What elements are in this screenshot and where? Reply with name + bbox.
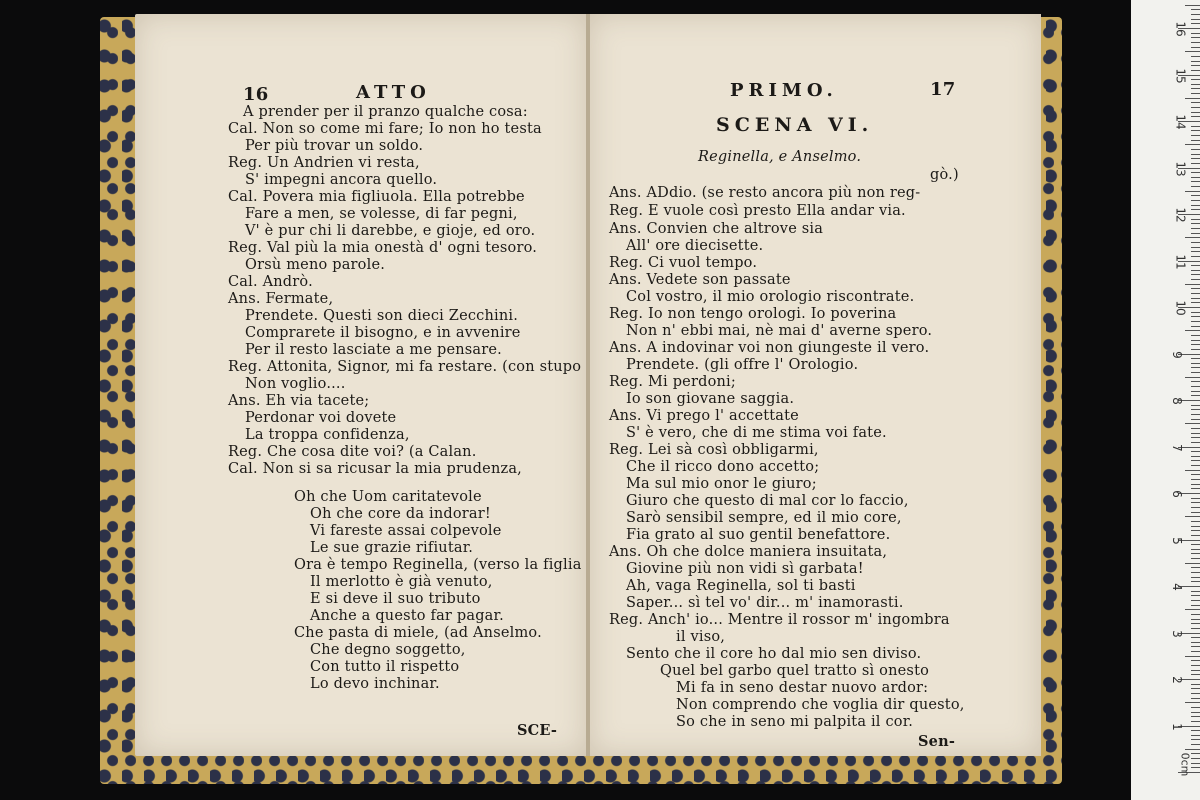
text-line: S' è vero, che di me stima voi fate.: [626, 425, 887, 441]
ruler-tick: [1191, 23, 1200, 24]
ruler-number: 16: [1173, 21, 1188, 37]
ruler-number: 6: [1169, 490, 1184, 498]
ruler-tick: [1191, 228, 1200, 229]
ruler-number: 4: [1169, 583, 1184, 591]
ruler-tick: [1185, 563, 1200, 564]
text-line: Non voglio....: [245, 376, 346, 392]
ruler-tick: [1191, 660, 1200, 661]
ruler-tick: [1191, 567, 1200, 568]
text-line: So che in seno mi palpita il cor.: [676, 714, 914, 730]
ruler-tick: [1191, 763, 1200, 764]
ruler-tick: [1191, 405, 1200, 406]
ruler-tick: [1191, 753, 1200, 754]
text-line: Reg. Val più la mia onestà d' ogni tesoro.: [228, 240, 538, 256]
ruler-tick: [1191, 274, 1200, 275]
ruler-tick: [1191, 484, 1200, 485]
ruler-tick: [1191, 619, 1200, 620]
ruler-tick: [1185, 749, 1200, 750]
text-line: Comprarete il bisogno, e in avvenire: [245, 325, 521, 341]
ruler-tick: [1191, 102, 1200, 103]
aria-line: Che pasta di miele, (ad Anselmo.: [294, 625, 542, 641]
ruler-tick: [1191, 358, 1200, 359]
measuring-ruler: [1131, 0, 1200, 800]
text-line: Fia grato al suo gentil benefattore.: [626, 527, 891, 543]
ruler-tick: [1191, 498, 1200, 499]
ruler-tick: [1191, 665, 1200, 666]
ruler-tick: [1191, 163, 1200, 164]
ruler-tick: [1191, 572, 1200, 573]
ruler-tick: [1191, 479, 1200, 480]
text-line: Non n' ebbi mai, nè mai d' averne spero.: [626, 323, 933, 339]
ruler-tick: [1191, 693, 1200, 694]
ruler-tick: [1191, 684, 1200, 685]
left-catchword: SCE-: [517, 722, 558, 739]
ruler-tick: [1185, 51, 1200, 52]
ruler-tick: [1191, 623, 1200, 624]
text-line: Fare a men, se volesse, di far pegni,: [245, 206, 518, 222]
ruler-number: 12: [1173, 207, 1188, 223]
ruler-tick: [1191, 521, 1200, 522]
text-line: Ans. Oh che dolce maniera insuitata,: [609, 544, 888, 560]
ruler-tick: [1191, 707, 1200, 708]
ruler-tick: [1191, 460, 1200, 461]
ruler-tick: [1191, 442, 1200, 443]
ruler-tick: [1191, 688, 1200, 689]
ruler-tick: [1191, 37, 1200, 38]
ruler-tick: [1185, 5, 1200, 6]
ruler-tick: [1191, 172, 1200, 173]
ruler-tick: [1191, 79, 1200, 80]
text-line: V' è pur chi li darebbe, e gioje, ed oro.: [245, 223, 536, 239]
ruler-tick: [1191, 293, 1200, 294]
text-line: Sento che il core ho dal mio sen diviso.: [626, 646, 922, 662]
ruler-tick: [1191, 614, 1200, 615]
ruler-tick: [1191, 730, 1200, 731]
ruler-tick: [1191, 93, 1200, 94]
ruler-tick: [1191, 135, 1200, 136]
ruler-tick: [1191, 47, 1200, 48]
ruler-tick: [1191, 456, 1200, 457]
ruler-tick: [1191, 502, 1200, 503]
text-line: gò.): [930, 167, 959, 183]
text-line: Perdonar voi dovete: [245, 410, 397, 426]
text-line: Ma sul mio onor le giuro;: [626, 476, 817, 492]
aria-line: Che degno soggetto,: [310, 642, 466, 658]
ruler-tick: [1185, 516, 1200, 517]
ruler-tick: [1191, 61, 1200, 62]
aria-line: Lo devo inchinar.: [310, 676, 440, 692]
ruler-tick: [1191, 526, 1200, 527]
ruler-number: 1: [1169, 722, 1184, 731]
ruler-number: 3: [1169, 629, 1184, 638]
ruler-tick: [1191, 674, 1200, 675]
ruler-tick: [1191, 335, 1200, 336]
ruler-tick: [1191, 646, 1200, 647]
ruler-tick: [1191, 84, 1200, 85]
ruler-tick: [1191, 247, 1200, 248]
ruler-tick: [1185, 702, 1200, 703]
ruler-tick: [1191, 437, 1200, 438]
ruler-tick: [1191, 628, 1200, 629]
ruler-tick: [1191, 270, 1200, 271]
ruler-tick: [1191, 209, 1200, 210]
ruler-number: 15: [1173, 67, 1188, 84]
ruler-tick: [1191, 577, 1200, 578]
right-header: PRIMO.: [730, 80, 838, 101]
ruler-tick: [1191, 126, 1200, 127]
text-line: Ans. Fermate,: [228, 291, 334, 307]
aria-line: Ora è tempo Reginella, (verso la figlia: [294, 557, 582, 573]
ruler-tick: [1191, 177, 1200, 178]
ruler-tick: [1191, 251, 1200, 252]
text-line: Per più trovar un soldo.: [245, 138, 424, 154]
ruler-tick: [1191, 465, 1200, 466]
right-catchword: Sen-: [918, 733, 956, 750]
ruler-tick: [1191, 428, 1200, 429]
ruler-tick: [1191, 158, 1200, 159]
ruler-tick: [1191, 256, 1200, 257]
text-line: Prendete. (gli offre l' Orologio.: [626, 357, 859, 373]
ruler-tick: [1191, 758, 1200, 759]
ruler-tick: [1191, 507, 1200, 508]
text-line: Io son giovane saggia.: [626, 391, 795, 407]
ruler-tick: [1185, 377, 1200, 378]
text-line: Giovine più non vidi sì garbata!: [626, 561, 864, 577]
ruler-tick: [1191, 140, 1200, 141]
ruler-tick: [1191, 512, 1200, 513]
text-line: La troppa confidenza,: [245, 427, 410, 443]
text-line: Reg. E vuole così presto Ella andar via.: [609, 203, 906, 219]
ruler-tick: [1191, 298, 1200, 299]
aria-line: Anche a questo far pagar.: [310, 608, 504, 624]
ruler-tick: [1191, 372, 1200, 373]
ruler-tick: [1191, 154, 1200, 155]
ruler-tick: [1191, 553, 1200, 554]
ruler-number: 14: [1173, 114, 1188, 130]
aria-line: Vi fareste assai colpevole: [310, 523, 502, 539]
ruler-tick: [1185, 609, 1200, 610]
ruler-tick: [1191, 363, 1200, 364]
ruler-tick: [1191, 549, 1200, 550]
ruler-tick: [1191, 242, 1200, 243]
ruler-tick: [1191, 9, 1200, 10]
ruler-tick: [1191, 367, 1200, 368]
ruler-tick: [1191, 395, 1200, 396]
aria-line: E si deve il suo tributo: [310, 591, 481, 607]
text-line: Saper... sì tel vo' dir... m' inamorasti.: [626, 595, 904, 611]
ruler-tick: [1191, 451, 1200, 452]
ruler-tick: [1191, 642, 1200, 643]
ruler-tick: [1185, 284, 1200, 285]
ruler-number: 10: [1173, 300, 1188, 316]
ruler-tick: [1191, 181, 1200, 182]
ruler-tick: [1191, 409, 1200, 410]
text-line: Non comprendo che voglia dir questo,: [676, 697, 965, 713]
ruler-tick: [1191, 33, 1200, 34]
text-line: Reg. Anch' io... Mentre il rossor m' ingombra: [609, 612, 950, 628]
ruler-tick: [1185, 237, 1200, 238]
ruler-tick: [1191, 56, 1200, 57]
ruler-tick: [1191, 130, 1200, 131]
ruler-number: 8: [1169, 397, 1184, 405]
text-line: Reg. Lei sà così obbligarmi,: [609, 442, 819, 458]
right-page-number: 17: [930, 79, 956, 100]
text-line: Reg. Attonita, Signor, mi fa restare. (con stupo: [228, 359, 582, 375]
ruler-unit-label: 0cm: [1178, 752, 1192, 777]
ruler-tick: [1191, 326, 1200, 327]
ruler-tick: [1191, 265, 1200, 266]
ruler-tick: [1191, 591, 1200, 592]
text-line: All' ore diecisette.: [626, 238, 764, 254]
ruler-number: 9: [1169, 350, 1184, 359]
ruler-tick: [1185, 144, 1200, 145]
ruler-tick: [1191, 107, 1200, 108]
text-line: Ah, vaga Reginella, sol ti basti: [626, 578, 856, 594]
text-line: Che il ricco dono accetto;: [626, 459, 820, 475]
ruler-tick: [1191, 419, 1200, 420]
ruler-tick: [1191, 19, 1200, 20]
text-line: Quel bel garbo quel tratto sì onesto: [660, 663, 930, 679]
ruler-tick: [1185, 656, 1200, 657]
ruler-tick: [1191, 340, 1200, 341]
text-line: Orsù meno parole.: [245, 257, 386, 273]
left-header: ATTO: [356, 82, 431, 103]
ruler-tick: [1191, 600, 1200, 601]
ruler-tick: [1191, 670, 1200, 671]
ruler-tick: [1191, 637, 1200, 638]
ruler-tick: [1191, 744, 1200, 745]
ruler-tick: [1191, 288, 1200, 289]
ruler-tick: [1191, 200, 1200, 201]
ruler-tick: [1191, 279, 1200, 280]
aria-line: Oh che Uom caritatevole: [294, 489, 482, 505]
text-line: A prender per il pranzo qualche cosa:: [243, 104, 528, 120]
text-line: Col vostro, il mio orologio riscontrate.: [626, 289, 915, 305]
ruler-number: 13: [1173, 160, 1188, 177]
left-page-number: 16: [243, 84, 269, 105]
book-gutter: [586, 14, 590, 756]
ruler-tick: [1191, 414, 1200, 415]
ruler-tick: [1191, 651, 1200, 652]
ruler-tick: [1191, 535, 1200, 536]
ruler-tick: [1191, 433, 1200, 434]
ruler-tick: [1191, 530, 1200, 531]
text-line: Cal. Andrò.: [228, 274, 313, 290]
ruler-tick: [1191, 386, 1200, 387]
ruler-tick: [1185, 191, 1200, 192]
text-line: S' impegni ancora quello.: [245, 172, 438, 188]
ruler-tick: [1191, 312, 1200, 313]
aria-line: Le sue grazie rifiutar.: [310, 540, 474, 556]
text-line: Giuro che questo di mal cor lo faccio,: [626, 493, 909, 509]
ruler-tick: [1191, 381, 1200, 382]
text-line: Ans. Convien che altrove sia: [609, 221, 824, 237]
ruler-tick: [1191, 344, 1200, 345]
text-line: Prendete. Questi son dieci Zecchini.: [245, 308, 519, 324]
ruler-tick: [1191, 605, 1200, 606]
ruler-tick: [1185, 470, 1200, 471]
text-line: Cal. Non so come mi fare; Io non ho testa: [228, 121, 542, 137]
ruler-number: 5: [1169, 536, 1184, 545]
scene-characters: Reginella, e Anselmo.: [698, 149, 862, 165]
ruler-tick: [1191, 321, 1200, 322]
ruler-tick: [1191, 488, 1200, 489]
text-line: Cal. Povera mia figliuola. Ella potrebbe: [228, 189, 525, 205]
aria-line: Il merlotto è già venuto,: [310, 574, 493, 590]
text-line: Mi fa in seno destar nuovo ardor:: [676, 680, 929, 696]
ruler-tick: [1191, 205, 1200, 206]
aria-line: Con tutto il rispetto: [310, 659, 460, 675]
text-line: Ans. A indovinar voi non giungeste il vero.: [609, 340, 930, 356]
ruler-tick: [1185, 98, 1200, 99]
ruler-number: 7: [1169, 443, 1184, 452]
ruler-tick: [1191, 70, 1200, 71]
ruler-tick: [1191, 716, 1200, 717]
text-line: il viso,: [676, 629, 726, 645]
ruler-tick: [1191, 698, 1200, 699]
text-line: Reg. Ci vuol tempo.: [609, 255, 758, 271]
ruler-tick: [1191, 186, 1200, 187]
ruler-tick: [1191, 712, 1200, 713]
ruler-tick: [1191, 544, 1200, 545]
text-line: Ans. Vedete son passate: [609, 272, 791, 288]
scene-title: SCENA VI.: [716, 114, 874, 136]
text-line: Reg. Mi perdoni;: [609, 374, 736, 390]
text-line: Ans. Eh via tacete;: [228, 393, 370, 409]
text-line: Ans. Vi prego l' accettate: [609, 408, 799, 424]
ruler-tick: [1191, 42, 1200, 43]
ruler-tick: [1185, 330, 1200, 331]
ruler-tick: [1191, 195, 1200, 196]
ruler-tick: [1191, 581, 1200, 582]
ruler-tick: [1191, 735, 1200, 736]
ruler-tick: [1191, 349, 1200, 350]
text-line: Reg. Che cosa dite voi? (a Calan.: [228, 444, 477, 460]
ruler-tick: [1191, 595, 1200, 596]
ruler-tick: [1191, 116, 1200, 117]
text-line: Per il resto lasciate a me pensare.: [245, 342, 502, 358]
ruler-tick: [1191, 112, 1200, 113]
ruler-tick: [1191, 65, 1200, 66]
ruler-tick: [1191, 316, 1200, 317]
aria-line: Oh che core da indorar!: [310, 506, 491, 522]
ruler-tick: [1185, 423, 1200, 424]
ruler-tick: [1191, 739, 1200, 740]
ruler-tick: [1191, 721, 1200, 722]
text-line: Ans. ADdio. (se resto ancora più non reg-: [609, 185, 921, 201]
text-line: Reg. Io non tengo orologi. Io poverina: [609, 306, 897, 322]
ruler-tick: [1191, 149, 1200, 150]
ruler-tick: [1191, 558, 1200, 559]
text-line: Cal. Non si sa ricusar la mia prudenza,: [228, 461, 522, 477]
text-line: Reg. Un Andrien vi resta,: [228, 155, 420, 171]
ruler-tick: [1191, 474, 1200, 475]
ruler-tick: [1191, 302, 1200, 303]
ruler-tick: [1191, 767, 1200, 768]
ruler-number: 11: [1173, 253, 1188, 270]
ruler-tick: [1191, 223, 1200, 224]
ruler-number: 2: [1169, 676, 1184, 684]
ruler-tick: [1191, 233, 1200, 234]
ruler-tick: [1191, 219, 1200, 220]
ruler-tick: [1191, 391, 1200, 392]
ruler-tick: [1191, 14, 1200, 15]
text-line: Sarò sensibil sempre, ed il mio core,: [626, 510, 902, 526]
ruler-tick: [1191, 88, 1200, 89]
